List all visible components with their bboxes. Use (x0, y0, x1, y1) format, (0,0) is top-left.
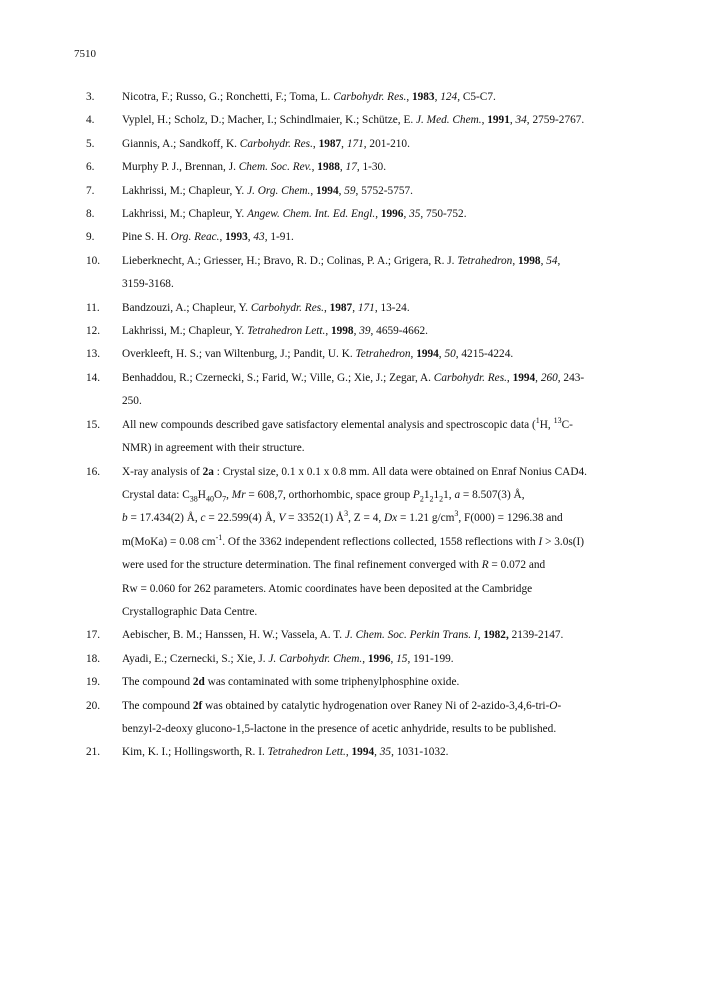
reference-item (86, 461, 656, 625)
reference-text-fragment: , F(000) = 1296.38 and (458, 512, 563, 525)
reference-text-fragment: , (325, 325, 331, 338)
reference-text (122, 297, 656, 320)
reference-text-fragment: . Of the 3362 independent reflections collected, 1558 reflections with (222, 535, 539, 548)
reference-text-fragment: I (538, 535, 543, 548)
reference-text-fragment: , (434, 91, 441, 103)
reference-text-fragment: 40 (205, 494, 214, 504)
reference-text-fragment: Tetrahedron (355, 348, 411, 361)
reference-text-fragment: c (200, 512, 206, 525)
reference-text-fragment: Benhaddou, R.; Czernecki, S.; Farid, W.; Ville, G.; Xie, J.; Zegar, A. (122, 371, 434, 384)
reference-text-fragment: , 1-91. (264, 231, 294, 244)
reference-text-fragment: 7 (222, 494, 227, 504)
reference-text-fragment: 1991 (487, 114, 510, 127)
reference-text-fragment: = 3352(1) Å (285, 512, 345, 525)
reference-number: 7. (86, 184, 95, 197)
reference-text-fragment: 15 (396, 652, 408, 665)
reference-number: 10. (86, 254, 101, 267)
reference-text-fragment: , (353, 325, 360, 338)
reference-item (86, 86, 656, 109)
reference-text-fragment: 3159-3168. (122, 278, 174, 291)
reference-text (122, 648, 656, 671)
reference-text-fragment: Lakhrissi, M.; Chapleur, Y. (122, 325, 248, 338)
reference-text-fragment: X-ray analysis of (122, 465, 203, 478)
reference-text-fragment: 1 (443, 488, 449, 501)
reference-text-fragment: 2a (202, 465, 214, 478)
reference-text-fragment: , 13-24. (374, 301, 410, 314)
reference-item (86, 414, 656, 461)
reference-text-fragment: , 5752-5757. (355, 184, 413, 197)
reference-text-fragment: Org. Reac. (170, 231, 220, 244)
reference-text-fragment: , (390, 652, 397, 665)
reference-text-fragment: , (406, 91, 412, 103)
reference-text-fragment: 35 (409, 208, 421, 221)
reference-text-fragment: Ayadi, E.; Czernecki, S.; Xie, J. (122, 652, 269, 665)
reference-text (122, 250, 656, 297)
reference-text-fragment: a (454, 488, 461, 501)
reference-text (122, 741, 656, 764)
reference-text-fragment: Mr (231, 488, 246, 501)
reference-text (122, 203, 656, 226)
reference-text (122, 695, 656, 742)
reference-text-fragment: 1 (535, 415, 540, 425)
reference-text-fragment: Tetrahedron Lett. (267, 746, 346, 759)
reference-text-fragment: Crystallographic Data Centre. (122, 605, 258, 618)
reference-item (86, 741, 656, 764)
reference-text-fragment: , (226, 488, 232, 501)
reference-text-fragment: 2139-2147. (508, 629, 564, 642)
reference-text-fragment: = 17.434(2) Å, (127, 512, 201, 525)
reference-number: 20. (86, 699, 101, 712)
reference-text-fragment: 1996 (367, 652, 391, 665)
reference-text (122, 226, 656, 249)
reference-text-fragment: 2 (429, 494, 434, 504)
reference-text-fragment: , 2759-2767. (526, 114, 585, 127)
reference-text-fragment: , 201-210. (363, 137, 410, 150)
reference-text-fragment: , (375, 208, 381, 221)
reference-text-fragment: 171 (357, 301, 375, 314)
reference-text-fragment: All new compounds described gave satisfactory elemental analysis and spectroscopic data ( (122, 418, 536, 431)
reference-item (86, 133, 656, 156)
reference-text-fragment: , (448, 488, 455, 501)
reference-text-fragment: , 750-752. (420, 208, 467, 221)
reference-text-fragment: , (438, 348, 445, 361)
reference-text-fragment: , (477, 629, 484, 642)
reference-text-fragment: The compound (122, 676, 193, 689)
reference-text-fragment: Carbohydr. Res. (250, 301, 324, 314)
reference-text-fragment: P (412, 488, 420, 501)
reference-item (86, 180, 656, 203)
reference-item (86, 156, 656, 179)
reference-number: 18. (86, 652, 101, 665)
reference-number: 19. (86, 676, 101, 689)
reference-text-fragment: 13 (553, 415, 562, 425)
reference-text-fragment: Aebischer, B. M.; Hanssen, H. W.; Vassela, A. T. (122, 629, 345, 642)
reference-text-fragment: Nicotra, F.; Russo, G.; Ronchetti, F.; Toma, L. (122, 91, 334, 103)
reference-text-fragment: 1993 (225, 231, 248, 244)
reference-text-fragment: H, (539, 418, 554, 431)
reference-text-fragment: 1998 (330, 325, 354, 338)
reference-text-fragment: , (339, 161, 346, 174)
reference-text-fragment: , (557, 254, 561, 267)
reference-text-fragment: , (506, 371, 513, 384)
reference-text (122, 461, 656, 625)
reference-text-fragment: 2f (192, 699, 203, 712)
reference-text-fragment: was contaminated with some triphenylphosphine oxide. (204, 676, 460, 689)
reference-text-fragment: , 191-199. (407, 652, 454, 665)
reference-text-fragment: = 22.599(4) Å, (205, 512, 279, 525)
reference-text (122, 414, 656, 461)
reference-text-fragment: , (403, 208, 410, 221)
reference-text-fragment: , (341, 137, 347, 150)
reference-number: 16. (86, 465, 101, 478)
reference-number: 11. (86, 301, 100, 314)
reference-text-fragment: 35 (379, 746, 392, 759)
page-number: 7510 (74, 48, 96, 60)
reference-text-fragment: Murphy P. J., Brennan, J. (122, 161, 239, 174)
reference-text-fragment: J. Carbohydr. Chem. (268, 652, 363, 665)
reference-item (86, 226, 656, 249)
reference-text-fragment: Carbohydr. Res. (333, 91, 407, 103)
reference-text-fragment: , (345, 746, 352, 759)
reference-text-fragment: = 608,7, orthorhombic, space group (245, 488, 413, 501)
reference-text-fragment: Crystal data: C (122, 488, 190, 501)
reference-text (122, 133, 656, 156)
reference-text-fragment: 124 (440, 91, 458, 103)
reference-text-fragment: 1983 (411, 91, 435, 103)
reference-text-fragment: Vyplel, H.; Scholz, D.; Macher, I.; Schindlmaier, K.; Schütze, E. (122, 114, 417, 127)
reference-text-fragment: V (278, 512, 286, 525)
reference-text-fragment: , (323, 301, 330, 314)
reference-text-fragment: 1994 (416, 348, 439, 361)
reference-text-fragment: > 3.0s(I) (542, 535, 585, 548)
reference-text-fragment: -1 (215, 532, 223, 542)
reference-text-fragment: , (247, 231, 254, 244)
reference-text-fragment: 39 (359, 325, 371, 338)
reference-text-fragment: was obtained by catalytic hydrogenation over Raney Ni of 2-azido-3,4,6-tri- (202, 699, 550, 712)
reference-text-fragment: Tetrahedron Lett. (247, 325, 326, 338)
reference-text-fragment: Dx (384, 512, 398, 525)
reference-text-fragment: = 0.072 and (488, 559, 546, 572)
reference-text-fragment: benzyl-2-deoxy glucono-1,5-lactone in the presence of acetic anhydride, results to be published. (122, 722, 557, 735)
reference-text-fragment: 1994 (351, 746, 375, 759)
reference-text-fragment: J. Chem. Soc. Perkin Trans. I (344, 629, 478, 642)
reference-text-fragment: 1988 (317, 161, 340, 174)
reference-number: 9. (86, 231, 95, 244)
reference-number: 14. (86, 371, 101, 384)
reference-number: 12. (86, 325, 101, 338)
reference-text-fragment: O (549, 699, 558, 712)
reference-text-fragment: H (197, 488, 206, 501)
reference-text-fragment: , 4659-4662. (370, 325, 428, 338)
reference-text-fragment: 171 (346, 137, 364, 150)
reference-number: 17. (86, 629, 101, 642)
reference-text-fragment: b (122, 512, 128, 525)
reference-text-fragment: Rw = 0.060 for 262 parameters. Atomic coordinates have been deposited at the Cambridge (122, 582, 533, 595)
reference-list (86, 86, 656, 765)
reference-text-fragment: , (540, 254, 547, 267)
reference-text-fragment: The compound (122, 699, 193, 712)
reference-number: 13. (86, 348, 101, 361)
reference-text-fragment: , C5-C7. (457, 91, 496, 103)
reference-text-fragment: 1987 (329, 301, 353, 314)
reference-text-fragment: Chem. Soc. Rev. (238, 161, 312, 174)
reference-text-fragment: 3 (454, 509, 459, 519)
reference-text-fragment: 3 (344, 509, 349, 519)
reference-number: 3. (86, 91, 95, 103)
reference-text (122, 624, 656, 647)
reference-text-fragment: 2 (439, 494, 444, 504)
reference-item (86, 250, 656, 297)
reference-text-fragment: 54 (546, 254, 558, 267)
reference-item (86, 203, 656, 226)
reference-text (122, 320, 656, 343)
reference-text-fragment: , (362, 652, 368, 665)
reference-item (86, 695, 656, 742)
reference-text-fragment: 1987 (318, 137, 342, 150)
reference-number: 4. (86, 114, 95, 127)
reference-text-fragment: 1994 (316, 184, 339, 197)
reference-text (122, 86, 656, 109)
reference-text-fragment: R (481, 559, 489, 572)
reference-number: 21. (86, 746, 101, 759)
reference-text-fragment: NMR) in agreement with their structure. (122, 442, 305, 455)
reference-item (86, 297, 656, 320)
reference-text-fragment: Lakhrissi, M.; Chapleur, Y. (122, 208, 248, 221)
reference-text-fragment: 1996 (380, 208, 404, 221)
reference-text-fragment: , (219, 231, 226, 244)
reference-text-fragment: 2d (192, 676, 205, 689)
reference-text-fragment: 43 (253, 231, 265, 244)
reference-text-fragment: 1994 (512, 371, 536, 384)
reference-text-fragment: O (213, 488, 223, 501)
reference-text-fragment: 34 (515, 114, 527, 127)
reference-text-fragment: Angew. Chem. Int. Ed. Engl. (247, 208, 376, 221)
reference-text-fragment: Kim, K. I.; Hollingsworth, R. I. (122, 746, 268, 759)
reference-text (122, 671, 656, 694)
reference-text-fragment: 17 (345, 161, 357, 174)
reference-item (86, 320, 656, 343)
reference-text-fragment: - (557, 699, 562, 712)
reference-text-fragment: Bandzouzi, A.; Chapleur, Y. (122, 301, 251, 314)
reference-text-fragment: , (311, 161, 318, 174)
reference-number: 8. (86, 208, 95, 221)
reference-text-fragment: 1 (423, 488, 430, 501)
reference-text-fragment: , (352, 301, 358, 314)
reference-text-fragment: 1982, (483, 629, 509, 642)
reference-text-fragment: : Crystal size, 0.1 x 0.1 x 0.8 mm. All data were obtained on Enraf Nonius CAD4. (213, 465, 587, 478)
reference-text-fragment: Overkleeft, H. S.; van Wiltenburg, J.; Pandit, U. K. (122, 348, 356, 361)
reference-text-fragment: J. Org. Chem. (247, 184, 311, 197)
reference-text-fragment: , (481, 114, 488, 127)
reference-text (122, 109, 656, 132)
reference-text-fragment: , (512, 254, 518, 267)
reference-text-fragment: , 4215-4224. (455, 348, 514, 361)
reference-item (86, 671, 656, 694)
reference-text-fragment: Giannis, A.; Sandkoff, K. (122, 137, 240, 150)
reference-number: 6. (86, 161, 95, 174)
reference-text-fragment: , (509, 114, 516, 127)
reference-text-fragment: 250. (122, 395, 142, 408)
reference-text-fragment: , (410, 348, 417, 361)
reference-item (86, 343, 656, 366)
reference-text (122, 156, 656, 179)
reference-text-fragment: Lakhrissi, M.; Chapleur, Y. (122, 184, 248, 197)
reference-text-fragment: , (312, 137, 319, 150)
reference-text (122, 367, 656, 414)
reference-text-fragment: 1998 (517, 254, 541, 267)
reference-text-fragment: J. Med. Chem. (416, 114, 482, 127)
reference-text-fragment: Lieberknecht, A.; Griesser, H.; Bravo, R. D.; Colinas, P. A.; Grigera, R. J. (122, 254, 458, 267)
reference-text-fragment: 59 (344, 184, 356, 197)
reference-item (86, 109, 656, 132)
reference-text-fragment: , (374, 746, 380, 759)
reference-text-fragment: 2 (419, 494, 424, 504)
reference-text-fragment: Carbohydr. Res. (239, 137, 313, 150)
reference-text-fragment: , 1-30. (356, 161, 387, 174)
reference-number: 5. (86, 137, 95, 150)
reference-text (122, 180, 656, 203)
reference-text-fragment: = 8.507(3) Å, (460, 488, 525, 501)
reference-text-fragment: Pine S. H. (122, 231, 171, 244)
reference-item (86, 624, 656, 647)
reference-text (122, 343, 656, 366)
reference-text-fragment: 50 (444, 348, 456, 361)
reference-item (86, 367, 656, 414)
reference-text-fragment: , 1031-1032. (391, 746, 449, 759)
reference-text-fragment: , (338, 184, 345, 197)
reference-text-fragment: , 243- (557, 371, 585, 384)
reference-text-fragment: , (310, 184, 316, 197)
reference-text-fragment: were used for the structure determination. The final refinement converged with (122, 559, 482, 572)
reference-text-fragment: , Z = 4, (348, 512, 385, 525)
reference-text-fragment: Carbohydr. Res. (433, 371, 507, 384)
reference-text-fragment: C- (561, 418, 573, 431)
reference-item (86, 648, 656, 671)
reference-text-fragment: m(MoKa) = 0.08 cm (122, 535, 216, 548)
reference-text-fragment: 38 (189, 494, 198, 504)
reference-text-fragment: , (535, 371, 541, 384)
reference-text-fragment: 260 (540, 371, 558, 384)
reference-text-fragment: Tetrahedron (457, 254, 513, 267)
reference-text-fragment: = 1.21 g/cm (397, 512, 455, 525)
reference-text-fragment: 1 (433, 488, 440, 501)
reference-number: 15. (86, 418, 101, 431)
